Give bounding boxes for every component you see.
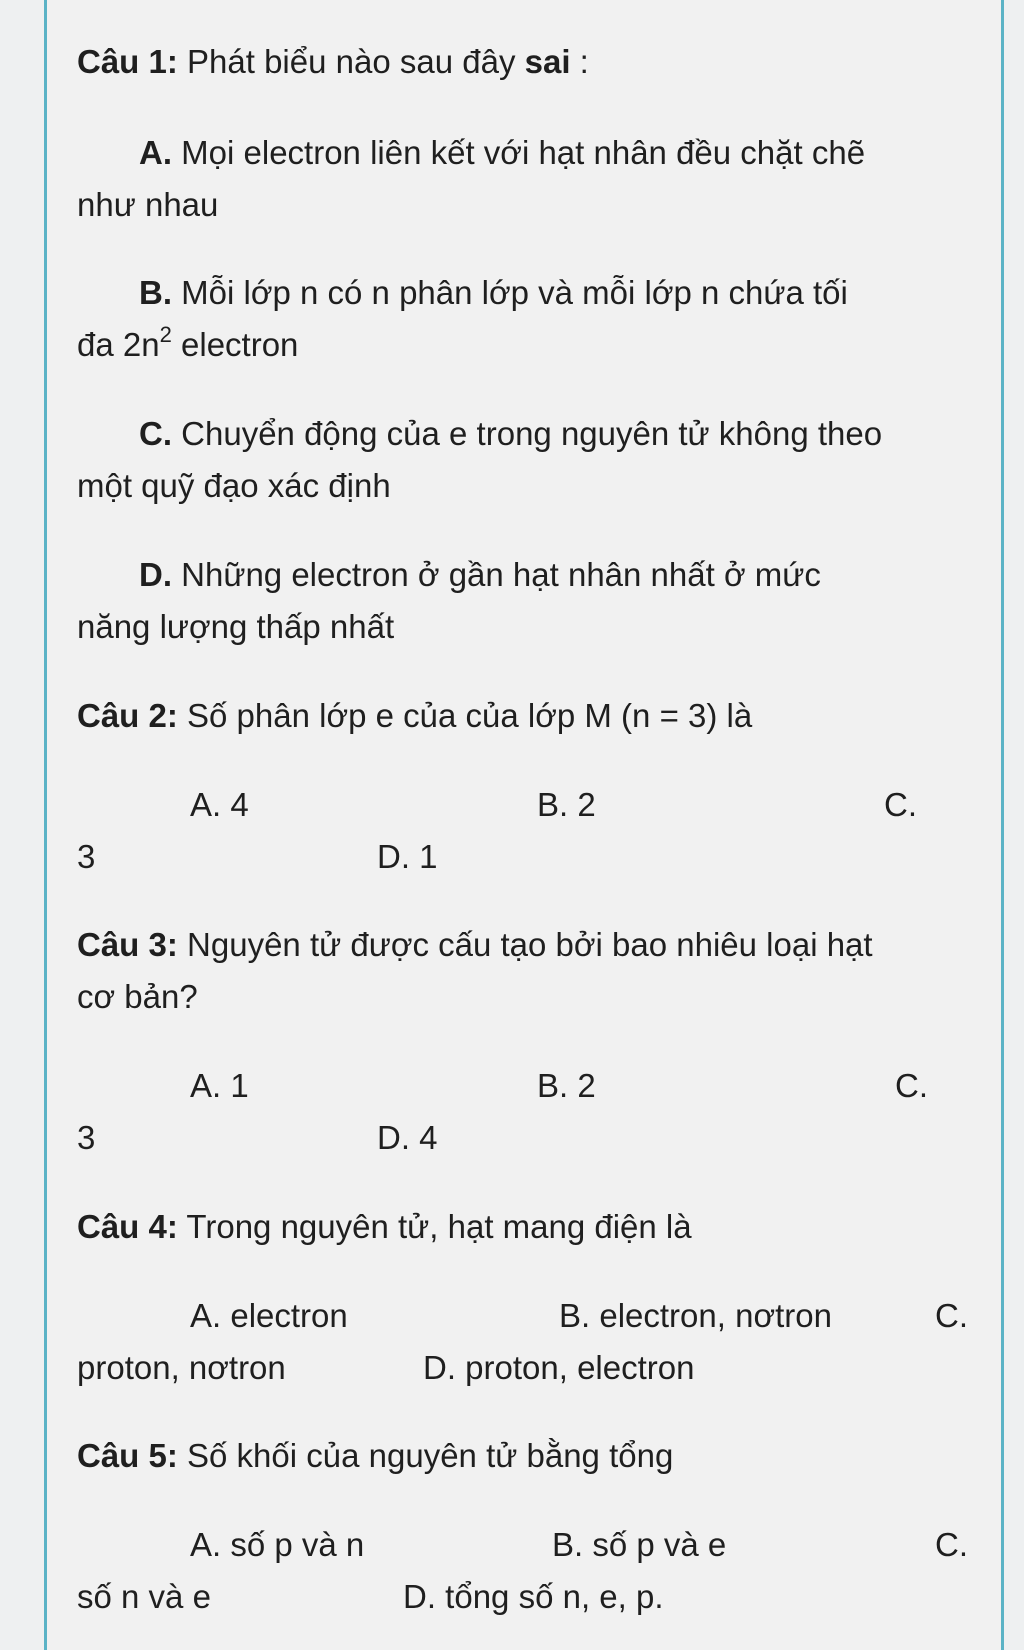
question-1-option-d-line2: năng lượng thấp nhất [77, 608, 395, 645]
question-1-option-b-label: B. [139, 274, 172, 311]
question-4-text: Trong nguyên tử, hạt mang điện là [177, 1208, 692, 1245]
question-1-option-a-line2: như nhau [77, 186, 219, 223]
question-1-option-d-line1 [139, 555, 821, 595]
question-1-option-b-post: electron [171, 326, 299, 363]
question-1-option-a-label: A. [139, 134, 172, 171]
question-2-option-c: C. [884, 786, 917, 823]
question-1-option-a-text: Mọi electron liên kết với hạt nhân đều chặt chẽ [172, 134, 866, 171]
question-4-option-b: B. electron, nơtron [559, 1297, 832, 1334]
question-3-option-c: C. [895, 1067, 928, 1104]
question-5-title [77, 1436, 673, 1476]
question-1-option-b-superscript: 2 [159, 322, 172, 347]
question-5-option-b: B. số p và e [552, 1526, 727, 1563]
question-3-option-d: D. 4 [377, 1119, 438, 1156]
question-1-option-c-label: C. [139, 415, 172, 452]
question-1-option-b-line1 [139, 273, 848, 313]
question-1-label: Câu 1: [77, 43, 178, 80]
question-4-title [77, 1207, 692, 1247]
question-1-option-b-pre: đa [77, 326, 123, 363]
question-1-text-bold: sai [524, 43, 571, 80]
question-4-option-c: C. [935, 1297, 968, 1334]
question-5-option-c: C. [935, 1526, 968, 1563]
question-3-option-a: A. 1 [190, 1067, 249, 1104]
question-4-label: Câu 4: [77, 1208, 178, 1245]
question-4-option-d: D. proton, electron [423, 1349, 695, 1386]
question-5-option-d: D. tổng số n, e, p. [403, 1578, 664, 1615]
question-1-option-d-label: D. [139, 556, 172, 593]
question-1-option-b-text: Mỗi lớp n có n phân lớp và mỗi lớp n chứa tối [172, 274, 848, 311]
question-2-option-b: B. 2 [537, 786, 596, 823]
question-3-text-line1: Nguyên tử được cấu tạo bởi bao nhiêu loại hạt [177, 926, 873, 963]
question-1-option-b-formula: 2n [122, 326, 160, 363]
question-5-label: Câu 5: [77, 1437, 178, 1474]
question-2-option-d: D. 1 [377, 838, 438, 875]
question-1-option-b-line2 [77, 322, 299, 365]
question-2-option-a: A. 4 [190, 786, 249, 823]
question-1-option-a-line1 [139, 133, 865, 173]
question-5-option-a: A. số p và n [190, 1526, 365, 1563]
question-1-text-after: : [570, 43, 589, 80]
question-1-option-d-text: Những electron ở gần hạt nhân nhất ở mức [172, 556, 821, 593]
question-5-text: Số khối của nguyên tử bằng tổng [177, 1437, 674, 1474]
question-1-option-c-text: Chuyển động của e trong nguyên tử không theo [172, 415, 883, 452]
question-2-label: Câu 2: [77, 697, 178, 734]
question-3-label: Câu 3: [77, 926, 178, 963]
question-3-option-b: B. 2 [537, 1067, 596, 1104]
question-5-option-c-value: số n và e [77, 1578, 211, 1615]
document-frame [44, 0, 1004, 1650]
question-1-title [77, 42, 589, 82]
question-1-option-c-line2: một quỹ đạo xác định [77, 467, 391, 504]
question-3-title [77, 925, 873, 965]
question-4-option-c-value: proton, nơtron [77, 1349, 286, 1386]
question-2-option-c-value: 3 [77, 838, 96, 875]
question-1-text-before: Phát biểu nào sau đây [177, 43, 525, 80]
question-2-title [77, 696, 752, 736]
question-3-option-c-value: 3 [77, 1119, 96, 1156]
question-4-option-a: A. electron [190, 1297, 348, 1334]
question-2-text: Số phân lớp e của của lớp M (n = 3) là [177, 697, 753, 734]
question-3-text-line2: cơ bản? [77, 978, 198, 1015]
question-1-option-c-line1 [139, 414, 882, 454]
